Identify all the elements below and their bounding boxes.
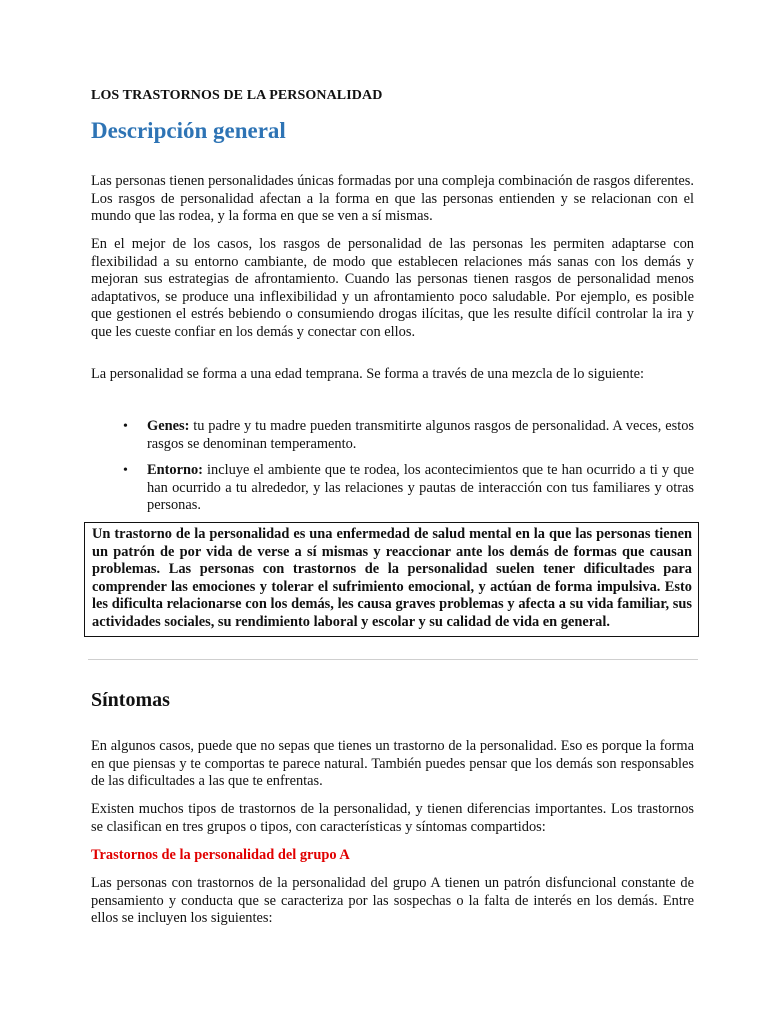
list-item-text: incluye el ambiente que te rodea, los acontecimientos que te han ocurrido a ti y que han ocurrido a tu alrededor, y las relaciones y pautas de interacción con tus familiares y otras personas. xyxy=(147,462,694,514)
symptoms-paragraph-2: Existen muchos tipos de trastornos de la personalidad, y tienen diferencias importantes. Los trastornos se clasifican en tres grupos o tipos, con características y síntomas compartidos: xyxy=(91,801,694,835)
list-item-term: Entorno: xyxy=(147,462,203,478)
overview-heading: Descripción general xyxy=(91,118,286,143)
list-item-genes xyxy=(123,418,694,453)
definition-box: Un trastorno de la personalidad es una enfermedad de salud mental en la que las personas tienen un patrón de por vida de verse a sí mismas y reaccionar ante los demás de formas que causan problemas. Las personas con trastornos de la personalidad suelen tener dificultades para comprender las emociones y tolerar el sufrimiento emocional, y actúan de forma impulsiva. Esto les dificulta relacionarse con los demás, les causa graves problemas y afecta a su vida familiar, sus actividades sociales, su rendimiento laboral y escolar y su calidad de vida en general. xyxy=(84,522,699,637)
section-divider xyxy=(88,659,698,660)
symptoms-heading: Síntomas xyxy=(91,689,170,711)
list-item-term: Genes: xyxy=(147,418,190,434)
overview-paragraph-3: La personalidad se forma a una edad temprana. Se forma a través de una mezcla de lo siguiente: xyxy=(91,366,645,382)
bullet-icon: • xyxy=(123,419,128,434)
list-item-text: tu padre y tu madre pueden transmitirte algunos rasgos de personalidad. A veces, estos rasgos se denominan temperamento. xyxy=(147,418,694,452)
overview-paragraph-2: En el mejor de los casos, los rasgos de personalidad de las personas les permiten adaptarse con flexibilidad a su entorno cambiante, de modo que establecen relaciones más sanas con los demás y mejoran sus estrategias de afrontamiento. Cuando las personas tienen rasgos de personalidad menos adaptativos, se produce una inflexibilidad y un afrontamiento poco saludable. Por ejemplo, es posible que gestionen el estrés bebiendo o consumiendo drogas ilícitas, que les resulte difícil controlar la ira y que les cueste confiar en los demás y conectar con ellos. xyxy=(91,236,694,340)
overview-paragraph-1: Las personas tienen personalidades únicas formadas por una compleja combinación de rasgos diferentes. Los rasgos de personalidad afectan a la forma en que las personas entienden y se relacionan con el mundo que las rodea, y la forma en que se ven a sí mismas. xyxy=(91,173,695,225)
group-a-paragraph: Las personas con trastornos de la personalidad del grupo A tienen un patrón disfuncional constante de pensamiento y conducta que se caracteriza por las sospechas o la falta de interés en los demás. Entre ellos se incluyen los siguientes: xyxy=(91,875,694,927)
document-header: LOS TRASTORNOS DE LA PERSONALIDAD xyxy=(91,88,383,103)
list-item-environment xyxy=(123,462,694,515)
group-a-heading: Trastornos de la personalidad del grupo A xyxy=(91,847,350,863)
bullet-icon: • xyxy=(123,463,128,478)
symptoms-paragraph-1: En algunos casos, puede que no sepas que tienes un trastorno de la personalidad. Eso es porque la forma en que piensas y te comportas te parece natural. También puedes pensar que los demás son responsables de las dificultades a las que te enfrentas. xyxy=(91,738,694,790)
